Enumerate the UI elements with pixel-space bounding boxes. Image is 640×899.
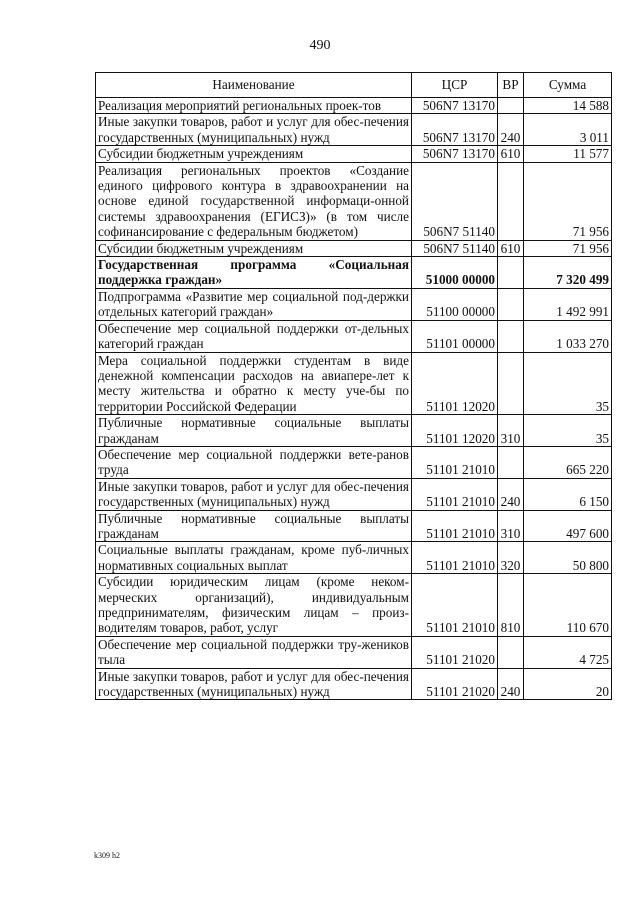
cell-name: Публичные нормативные социальные выплаты гражданам [96,415,412,447]
cell-name: Подпрограмма «Развитие мер социальной под-держки отдельных категорий граждан» [96,288,412,320]
table-row [96,668,612,700]
table-row [96,288,612,320]
cell-name: Иные закупки товаров, работ и услуг для обес-печения государственных (муниципальных) нужд [96,478,412,510]
cell-csr: 51000 00000 [412,257,498,289]
header-sum: Сумма [524,73,612,98]
cell-csr: 51101 21020 [412,636,498,668]
cell-name: Иные закупки товаров, работ и услуг для обес-печения государственных (муниципальных) нужд [96,668,412,700]
table-row [96,320,612,352]
cell-name: Субсидии бюджетным учреждениям [96,146,412,162]
cell-csr: 51100 00000 [412,288,498,320]
header-csr: ЦСР [412,73,498,98]
header-name: Наименование [96,73,412,98]
page-number: 490 [309,38,331,53]
table-row [96,146,612,162]
cell-csr: 506N7 51140 [412,162,498,240]
cell-csr: 51101 21010 [412,574,498,637]
table-row [96,446,612,478]
budget-table [95,72,612,700]
cell-vr: 240 [498,478,524,510]
cell-csr: 51101 12020 [412,415,498,447]
table-row [96,257,612,289]
table-row [96,162,612,240]
cell-sum: 4 725 [524,636,612,668]
cell-sum: 1 492 991 [524,288,612,320]
cell-sum: 7 320 499 [524,257,612,289]
cell-name: Обеспечение мер социальной поддержки вете-ранов труда [96,446,412,478]
table-header-row [96,73,612,98]
table-row [96,98,612,114]
cell-csr: 506N7 13170 [412,146,498,162]
cell-vr [498,320,524,352]
table-row [96,415,612,447]
cell-csr: 51101 21010 [412,446,498,478]
cell-name: Иные закупки товаров, работ и услуг для обес-печения государственных (муниципальных) нужд [96,114,412,146]
cell-name: Субсидии юридическим лицам (кроме неком-мерческих организаций), индивидуальным предпринимателям, физическим лицам – произ-водителям товаров, работ, услуг [96,574,412,637]
table-row [96,240,612,256]
cell-vr: 610 [498,146,524,162]
cell-sum: 1 033 270 [524,320,612,352]
cell-vr [498,352,524,415]
cell-sum: 20 [524,668,612,700]
cell-vr: 810 [498,574,524,637]
header-vr: ВР [498,73,524,98]
cell-csr: 51101 21020 [412,668,498,700]
cell-sum: 11 577 [524,146,612,162]
cell-sum: 665 220 [524,446,612,478]
cell-sum: 71 956 [524,240,612,256]
cell-csr: 51101 21010 [412,542,498,574]
cell-vr: 240 [498,114,524,146]
cell-vr: 240 [498,668,524,700]
cell-csr: 506N7 51140 [412,240,498,256]
cell-name: Государственная программа «Социальная поддержка граждан» [96,257,412,289]
cell-sum: 6 150 [524,478,612,510]
footer-code: k309 h2 [94,851,120,860]
cell-name: Публичные нормативные социальные выплаты гражданам [96,510,412,542]
cell-csr: 51101 21010 [412,478,498,510]
cell-vr [498,162,524,240]
table-body [96,98,612,700]
table-row [96,636,612,668]
cell-csr: 506N7 13170 [412,98,498,114]
cell-vr: 310 [498,510,524,542]
cell-sum: 110 670 [524,574,612,637]
cell-vr [498,636,524,668]
cell-sum: 35 [524,415,612,447]
cell-csr: 51101 12020 [412,352,498,415]
cell-vr [498,98,524,114]
cell-name: Обеспечение мер социальной поддержки от-дельных категорий граждан [96,320,412,352]
cell-vr [498,446,524,478]
cell-vr [498,288,524,320]
table-row [96,510,612,542]
table-row [96,542,612,574]
cell-sum: 497 600 [524,510,612,542]
cell-vr [498,257,524,289]
table-row [96,114,612,146]
cell-name: Субсидии бюджетным учреждениям [96,240,412,256]
cell-vr: 610 [498,240,524,256]
cell-sum: 50 800 [524,542,612,574]
cell-csr: 51101 00000 [412,320,498,352]
cell-vr: 320 [498,542,524,574]
cell-csr: 51101 21010 [412,510,498,542]
cell-vr: 310 [498,415,524,447]
cell-name: Реализация мероприятий региональных проек-тов [96,98,412,114]
table-row [96,478,612,510]
cell-name: Реализация региональных проектов «Создание единого цифрового контура в здравоохранении на основе единой государственной информаци-онной системы здравоохранения (ЕГИСЗ)» (в том числе софинансирование с федеральным бюджетом) [96,162,412,240]
cell-sum: 3 011 [524,114,612,146]
table-row [96,352,612,415]
cell-name: Обеспечение мер социальной поддержки тру-жеников тыла [96,636,412,668]
cell-sum: 71 956 [524,162,612,240]
cell-sum: 14 588 [524,98,612,114]
cell-name: Социальные выплаты гражданам, кроме пуб-личных нормативных социальных выплат [96,542,412,574]
cell-csr: 506N7 13170 [412,114,498,146]
table-row [96,574,612,637]
cell-name: Мера социальной поддержки студентам в виде денежной компенсации расходов на авиапере-лет к месту жительства и обратно к месту уче-бы по территории Российской Федерации [96,352,412,415]
cell-sum: 35 [524,352,612,415]
